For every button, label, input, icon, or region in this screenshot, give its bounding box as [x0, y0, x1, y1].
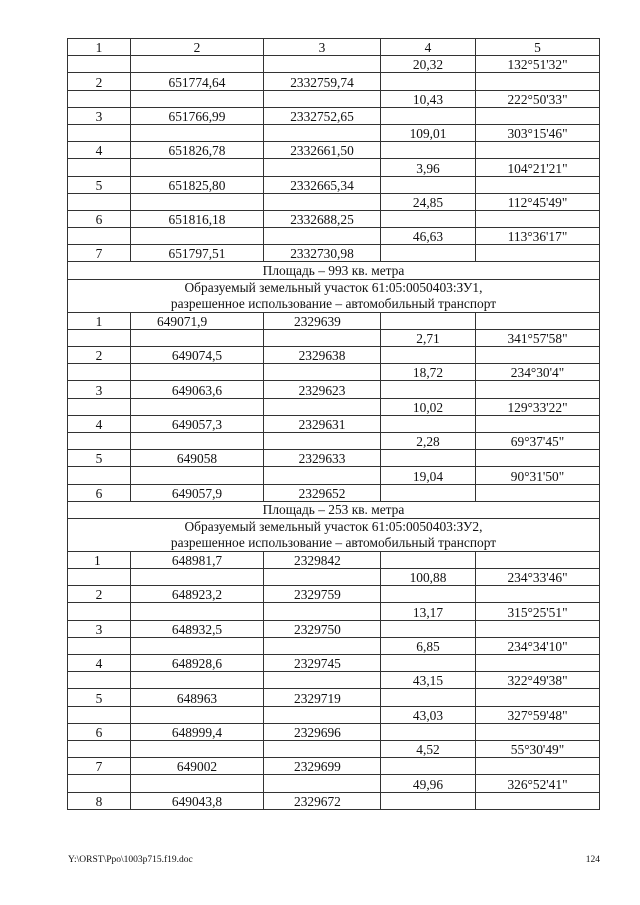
- segment-distance: 24,85: [381, 193, 476, 210]
- segment-row: [68, 193, 600, 210]
- x-coordinate-cell: [131, 329, 264, 346]
- angle-cell: [476, 655, 600, 672]
- point-number: 4: [68, 655, 131, 672]
- x-coordinate-cell: [131, 228, 264, 245]
- segment-distance: 2,71: [381, 329, 476, 346]
- x-coordinate-cell: [131, 569, 264, 586]
- y-coordinate: 2332730,98: [264, 245, 381, 262]
- angle-cell: [476, 620, 600, 637]
- point-number: 4: [68, 415, 131, 432]
- angle-cell: [476, 792, 600, 809]
- point-number: 7: [68, 758, 131, 775]
- point-number-cell: [68, 603, 131, 620]
- y-coordinate-cell: [264, 124, 381, 141]
- x-coordinate-cell: [131, 159, 264, 176]
- angle-cell: [476, 312, 600, 329]
- distance-cell: [381, 484, 476, 501]
- segment-distance: 13,17: [381, 603, 476, 620]
- segment-angle: 322°49'38": [476, 672, 600, 689]
- footer-page-number: 124: [585, 855, 600, 865]
- point-number: 3: [68, 381, 131, 398]
- area-label: Площадь – 993 кв. метра: [68, 262, 600, 279]
- y-coordinate-cell: [264, 775, 381, 792]
- angle-cell: [476, 142, 600, 159]
- angle-cell: [476, 586, 600, 603]
- x-coordinate: 649058: [131, 450, 264, 467]
- x-coordinate: 649043,8: [131, 792, 264, 809]
- point-row: [68, 758, 600, 775]
- y-coordinate: 2329745: [264, 655, 381, 672]
- segment-row: [68, 398, 600, 415]
- y-coordinate-cell: [264, 398, 381, 415]
- point-number: 3: [68, 620, 131, 637]
- segment-angle: 303°15'46": [476, 124, 600, 141]
- segment-row: [68, 672, 600, 689]
- point-number: 6: [68, 210, 131, 227]
- y-coordinate: 2329631: [264, 415, 381, 432]
- point-number: 5: [68, 176, 131, 193]
- point-row: [68, 450, 600, 467]
- segment-row: [68, 775, 600, 792]
- point-row: [68, 620, 600, 637]
- y-coordinate-cell: [264, 329, 381, 346]
- y-coordinate: 2329652: [264, 484, 381, 501]
- x-coordinate: 649071,9: [131, 312, 264, 329]
- point-number-cell: [68, 740, 131, 757]
- y-coordinate: 2329750: [264, 620, 381, 637]
- point-number-cell: [68, 569, 131, 586]
- x-coordinate: 648923,2: [131, 586, 264, 603]
- x-coordinate-cell: [131, 775, 264, 792]
- segment-angle: 341°57'58": [476, 329, 600, 346]
- point-number-cell: [68, 159, 131, 176]
- distance-cell: [381, 551, 476, 568]
- y-coordinate-cell: [264, 228, 381, 245]
- point-number: 1: [68, 312, 131, 329]
- distance-cell: [381, 176, 476, 193]
- point-number: 2: [68, 586, 131, 603]
- x-coordinate: 651825,80: [131, 176, 264, 193]
- distance-cell: [381, 107, 476, 124]
- area-row: [68, 262, 600, 279]
- y-coordinate: 2329696: [264, 723, 381, 740]
- y-coordinate: 2332752,65: [264, 107, 381, 124]
- parcel-title: [68, 279, 600, 312]
- segment-angle: 90°31'50": [476, 467, 600, 484]
- distance-cell: [381, 73, 476, 90]
- angle-cell: [476, 73, 600, 90]
- x-coordinate: 649002: [131, 758, 264, 775]
- segment-distance: 43,03: [381, 706, 476, 723]
- y-coordinate: 2329638: [264, 347, 381, 364]
- x-coordinate: 651774,64: [131, 73, 264, 90]
- y-coordinate: 2332759,74: [264, 73, 381, 90]
- point-number: 1: [68, 551, 131, 568]
- segment-distance: 20,32: [381, 56, 476, 73]
- point-row: [68, 415, 600, 432]
- x-coordinate-cell: [131, 56, 264, 73]
- point-number: 2: [68, 73, 131, 90]
- segment-distance: 100,88: [381, 569, 476, 586]
- y-coordinate-cell: [264, 740, 381, 757]
- point-number-cell: [68, 775, 131, 792]
- header-cell-2: 2: [131, 39, 264, 56]
- distance-cell: [381, 210, 476, 227]
- y-coordinate-cell: [264, 90, 381, 107]
- angle-cell: [476, 381, 600, 398]
- x-coordinate-cell: [131, 193, 264, 210]
- point-number-cell: [68, 329, 131, 346]
- x-coordinate: 651766,99: [131, 107, 264, 124]
- header-cell-1: 1: [68, 39, 131, 56]
- point-row: [68, 312, 600, 329]
- angle-cell: [476, 245, 600, 262]
- x-coordinate: 649063,6: [131, 381, 264, 398]
- y-coordinate-cell: [264, 364, 381, 381]
- x-coordinate: 648981,7: [131, 551, 264, 568]
- x-coordinate: 649057,3: [131, 415, 264, 432]
- segment-angle: 327°59'48": [476, 706, 600, 723]
- segment-row: [68, 603, 600, 620]
- point-number-cell: [68, 124, 131, 141]
- segment-row: [68, 364, 600, 381]
- point-number-cell: [68, 398, 131, 415]
- y-coordinate: 2329672: [264, 792, 381, 809]
- y-coordinate: 2329719: [264, 689, 381, 706]
- angle-cell: [476, 347, 600, 364]
- header-cell-5: 5: [476, 39, 600, 56]
- y-coordinate: 2332661,50: [264, 142, 381, 159]
- x-coordinate-cell: [131, 637, 264, 654]
- angle-cell: [476, 450, 600, 467]
- x-coordinate-cell: [131, 740, 264, 757]
- point-number-cell: [68, 364, 131, 381]
- x-coordinate: 649074,5: [131, 347, 264, 364]
- angle-cell: [476, 176, 600, 193]
- segment-row: [68, 329, 600, 346]
- point-number: 3: [68, 107, 131, 124]
- point-number: 4: [68, 142, 131, 159]
- segment-distance: 10,43: [381, 90, 476, 107]
- segment-distance: 4,52: [381, 740, 476, 757]
- segment-angle: 113°36'17": [476, 228, 600, 245]
- segment-angle: 129°33'22": [476, 398, 600, 415]
- segment-angle: 69°37'45": [476, 432, 600, 449]
- y-coordinate: 2329633: [264, 450, 381, 467]
- x-coordinate-cell: [131, 90, 264, 107]
- point-number-cell: [68, 56, 131, 73]
- x-coordinate-cell: [131, 706, 264, 723]
- segment-row: [68, 56, 600, 73]
- x-coordinate: 648928,6: [131, 655, 264, 672]
- segment-angle: 112°45'49": [476, 193, 600, 210]
- segment-distance: 109,01: [381, 124, 476, 141]
- angle-cell: [476, 484, 600, 501]
- parcel-title-line: Образуемый земельный участок 61:05:0050403:ЗУ2,: [184, 518, 483, 534]
- y-coordinate-cell: [264, 56, 381, 73]
- angle-cell: [476, 723, 600, 740]
- segment-distance: 18,72: [381, 364, 476, 381]
- distance-cell: [381, 655, 476, 672]
- parcel-title-row: [68, 518, 600, 551]
- parcel-title-line: разрешенное использование – автомобильный транспорт: [170, 295, 497, 311]
- x-coordinate: 651816,18: [131, 210, 264, 227]
- segment-row: [68, 706, 600, 723]
- y-coordinate-cell: [264, 569, 381, 586]
- y-coordinate: 2329699: [264, 758, 381, 775]
- point-number: 5: [68, 689, 131, 706]
- parcel-title: [68, 518, 600, 551]
- point-row: [68, 655, 600, 672]
- point-number-cell: [68, 90, 131, 107]
- distance-cell: [381, 142, 476, 159]
- point-number-cell: [68, 228, 131, 245]
- point-row: [68, 723, 600, 740]
- x-coordinate: 648963: [131, 689, 264, 706]
- segment-distance: 49,96: [381, 775, 476, 792]
- segment-row: [68, 90, 600, 107]
- distance-cell: [381, 723, 476, 740]
- header-cell-4: 4: [381, 39, 476, 56]
- x-coordinate-cell: [131, 603, 264, 620]
- distance-cell: [381, 450, 476, 467]
- point-number-cell: [68, 467, 131, 484]
- segment-row: [68, 467, 600, 484]
- segment-angle: 234°34'10": [476, 637, 600, 654]
- point-number-cell: [68, 193, 131, 210]
- y-coordinate: 2329623: [264, 381, 381, 398]
- point-row: [68, 484, 600, 501]
- angle-cell: [476, 210, 600, 227]
- segment-row: [68, 124, 600, 141]
- y-coordinate-cell: [264, 637, 381, 654]
- point-row: [68, 176, 600, 193]
- distance-cell: [381, 381, 476, 398]
- point-row: [68, 347, 600, 364]
- y-coordinate: 2332665,34: [264, 176, 381, 193]
- point-number: 8: [68, 792, 131, 809]
- point-row: [68, 73, 600, 90]
- point-row: [68, 245, 600, 262]
- segment-angle: 55°30'49": [476, 740, 600, 757]
- segment-row: [68, 637, 600, 654]
- segment-row: [68, 740, 600, 757]
- point-number-cell: [68, 637, 131, 654]
- distance-cell: [381, 586, 476, 603]
- y-coordinate-cell: [264, 672, 381, 689]
- distance-cell: [381, 245, 476, 262]
- point-row: [68, 586, 600, 603]
- distance-cell: [381, 792, 476, 809]
- point-number-cell: [68, 432, 131, 449]
- y-coordinate-cell: [264, 706, 381, 723]
- segment-distance: 10,02: [381, 398, 476, 415]
- parcel-title-line: разрешенное использование – автомобильный транспорт: [170, 534, 497, 550]
- x-coordinate: 649057,9: [131, 484, 264, 501]
- distance-cell: [381, 312, 476, 329]
- parcel-title-line: Образуемый земельный участок 61:05:0050403:ЗУ1,: [184, 279, 483, 295]
- angle-cell: [476, 551, 600, 568]
- segment-row: [68, 159, 600, 176]
- point-row: [68, 381, 600, 398]
- distance-cell: [381, 758, 476, 775]
- distance-cell: [381, 689, 476, 706]
- y-coordinate: 2329639: [264, 312, 381, 329]
- footer-file-path: Y:\ORST\Ppo\1003p715.f19.doc: [68, 855, 193, 865]
- segment-angle: 104°21'21": [476, 159, 600, 176]
- segment-distance: 43,15: [381, 672, 476, 689]
- segment-angle: 132°51'32": [476, 56, 600, 73]
- point-number: 6: [68, 484, 131, 501]
- y-coordinate-cell: [264, 159, 381, 176]
- distance-cell: [381, 415, 476, 432]
- area-label: Площадь – 253 кв. метра: [68, 501, 600, 518]
- segment-distance: 3,96: [381, 159, 476, 176]
- y-coordinate-cell: [264, 603, 381, 620]
- point-number: 2: [68, 347, 131, 364]
- x-coordinate-cell: [131, 672, 264, 689]
- segment-distance: 46,63: [381, 228, 476, 245]
- parcel-title-row: [68, 279, 600, 312]
- x-coordinate-cell: [131, 124, 264, 141]
- segment-angle: 222°50'33": [476, 90, 600, 107]
- x-coordinate: 648999,4: [131, 723, 264, 740]
- coordinates-table: [67, 38, 600, 810]
- point-row: [68, 551, 600, 568]
- angle-cell: [476, 107, 600, 124]
- segment-angle: 315°25'51": [476, 603, 600, 620]
- distance-cell: [381, 620, 476, 637]
- point-number: 6: [68, 723, 131, 740]
- point-number-cell: [68, 706, 131, 723]
- x-coordinate-cell: [131, 432, 264, 449]
- segment-angle: 326°52'41": [476, 775, 600, 792]
- point-number: 5: [68, 450, 131, 467]
- segment-distance: 6,85: [381, 637, 476, 654]
- y-coordinate: 2329842: [264, 551, 381, 568]
- segment-row: [68, 432, 600, 449]
- y-coordinate: 2332688,25: [264, 210, 381, 227]
- point-row: [68, 210, 600, 227]
- angle-cell: [476, 758, 600, 775]
- segment-distance: 19,04: [381, 467, 476, 484]
- x-coordinate-cell: [131, 398, 264, 415]
- y-coordinate-cell: [264, 193, 381, 210]
- segment-row: [68, 569, 600, 586]
- x-coordinate-cell: [131, 467, 264, 484]
- segment-angle: 234°30'4": [476, 364, 600, 381]
- point-row: [68, 142, 600, 159]
- header-row: [68, 39, 600, 56]
- segment-row: [68, 228, 600, 245]
- distance-cell: [381, 347, 476, 364]
- point-number-cell: [68, 672, 131, 689]
- y-coordinate-cell: [264, 467, 381, 484]
- angle-cell: [476, 689, 600, 706]
- x-coordinate: 651826,78: [131, 142, 264, 159]
- segment-angle: 234°33'46": [476, 569, 600, 586]
- point-row: [68, 792, 600, 809]
- x-coordinate-cell: [131, 364, 264, 381]
- segment-distance: 2,28: [381, 432, 476, 449]
- area-row: [68, 501, 600, 518]
- x-coordinate: 651797,51: [131, 245, 264, 262]
- x-coordinate: 648932,5: [131, 620, 264, 637]
- y-coordinate-cell: [264, 432, 381, 449]
- point-row: [68, 107, 600, 124]
- y-coordinate: 2329759: [264, 586, 381, 603]
- angle-cell: [476, 415, 600, 432]
- point-row: [68, 689, 600, 706]
- coordinates-table-body: [68, 39, 600, 810]
- point-number: 7: [68, 245, 131, 262]
- header-cell-3: 3: [264, 39, 381, 56]
